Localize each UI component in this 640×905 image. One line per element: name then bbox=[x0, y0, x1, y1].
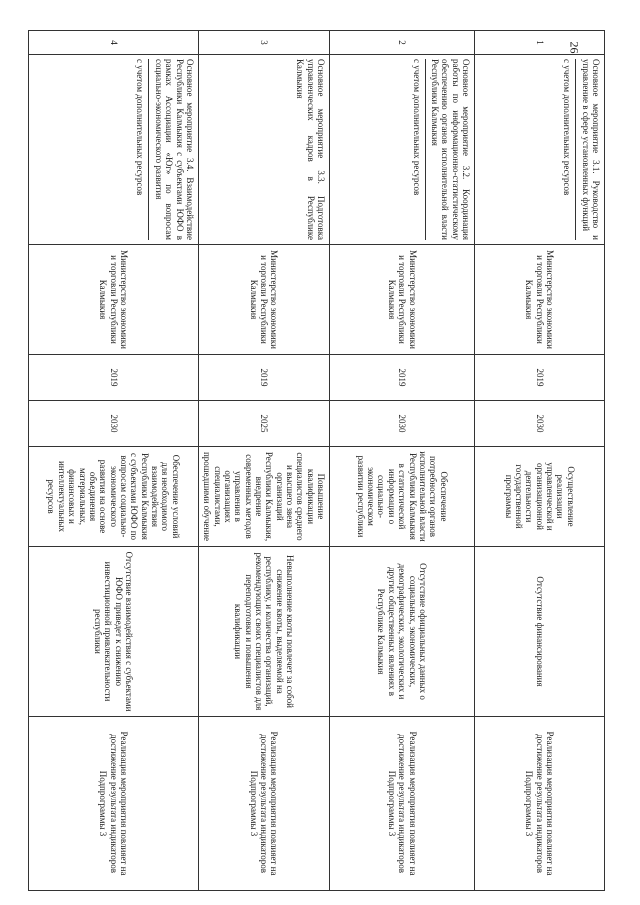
activity-cell bbox=[28, 55, 198, 245]
row-number: 3 bbox=[198, 31, 329, 55]
risk-cell: Отсутствие финансирования bbox=[475, 547, 605, 717]
row-number: 4 bbox=[28, 31, 198, 55]
executor-cell: Министерство экономики и торговли Республики Калмыкия bbox=[475, 245, 605, 355]
risk-cell: Отсутствие официальных данных о социальных, экономических, демографических, экологических и других общественных явлениях в Республике Калмыкия bbox=[330, 547, 475, 717]
table-row bbox=[28, 31, 198, 891]
table-row bbox=[475, 31, 605, 891]
result-cell: Повышение квалификации специалистов среднего и высшего звена организаций Республики Калмыкия, внедрение современных методов управления в организациях специалистами, прошедшими обучение bbox=[198, 447, 329, 547]
page-number: 26 bbox=[567, 41, 582, 54]
executor-cell: Министерство экономики и торговли Республики Калмыкия bbox=[198, 245, 329, 355]
indicator-link-cell: Реализация мероприятия повлияет на достижение результата индикаторов Подпрограммы 3 bbox=[198, 717, 329, 891]
row-number: 1 bbox=[475, 31, 605, 55]
risk-cell: Невыполнение квоты повлечет за собой снижение квоты, выделяемой на республику, и количества организаций, рекомендующих своих специалистов для переподготовки и повышения квалификации bbox=[198, 547, 329, 717]
extra-resources-text: с учетом дополнительных ресурсов bbox=[562, 59, 576, 240]
indicator-link-cell: Реализация мероприятия повлияет на достижение результата индикаторов Подпрограммы 3 bbox=[475, 717, 605, 891]
activity-text: Основное мероприятие 3.3. Подготовка управленческих кадров в Республике Калмыкия bbox=[295, 59, 326, 240]
table-row bbox=[330, 31, 475, 891]
start-year-cell: 2019 bbox=[198, 355, 329, 401]
start-year-cell: 2019 bbox=[475, 355, 605, 401]
activities-table-rotated bbox=[30, 30, 605, 890]
row-number: 2 bbox=[330, 31, 475, 55]
activity-cell bbox=[475, 55, 605, 245]
end-year-cell: 2030 bbox=[330, 401, 475, 447]
activity-cell bbox=[198, 55, 329, 245]
executor-cell: Министерство экономики и торговли Республики Калмыкия bbox=[330, 245, 475, 355]
executor-cell: Министерство экономики и торговли Республики Калмыкия bbox=[28, 245, 198, 355]
start-year-cell: 2019 bbox=[28, 355, 198, 401]
extra-resources-text: с учетом дополнительных ресурсов bbox=[135, 59, 149, 240]
table-row bbox=[198, 31, 329, 891]
start-year-cell: 2019 bbox=[330, 355, 475, 401]
activities-table bbox=[28, 30, 605, 891]
result-cell: Осуществление реализации управленческой и организационной деятельности государственной программы bbox=[475, 447, 605, 547]
result-cell: Обеспечение потребности органов исполнительной власти Республики Калмыкия в статистической информации о социально-экономическом развитии республики bbox=[330, 447, 475, 547]
activity-text: Основное мероприятие 3.4. Взаимодействие Республики Калмыкия с субъектами ЮФО в рамках Ассоциации «Юг» по вопросам социально-экономического развития bbox=[153, 59, 195, 240]
indicator-link-cell: Реализация мероприятия повлияет на достижение результата индикаторов Подпрограммы 3 bbox=[330, 717, 475, 891]
risk-cell: Отсутствие взаимодействия с субъектами ЮФО приведет к снижению инвестиционной привлекательности республики bbox=[28, 547, 198, 717]
end-year-cell: 2025 bbox=[198, 401, 329, 447]
activity-text: Основное мероприятие 3.2. Координация работы по информационно-статистическому обеспечению органов исполнительной власти Республики Калмыкия bbox=[429, 59, 471, 240]
activity-cell bbox=[330, 55, 475, 245]
end-year-cell: 2030 bbox=[28, 401, 198, 447]
indicator-link-cell: Реализация мероприятия повлияет на достижение результата индикаторов Подпрограммы 3 bbox=[28, 717, 198, 891]
end-year-cell: 2030 bbox=[475, 401, 605, 447]
activity-text: Основное мероприятие 3.1. Руководство и управление в сфере установленных функций bbox=[580, 59, 601, 240]
extra-resources-text: с учетом дополнительных ресурсов bbox=[411, 59, 425, 240]
result-cell: Обеспечение условий для необходимого взаимодействия Республики Калмыкия с субъектами ЮФО по вопросам социально-экономического развития на основе объединения материальных, финансовых и интеллектуальных ресурсов bbox=[28, 447, 198, 547]
